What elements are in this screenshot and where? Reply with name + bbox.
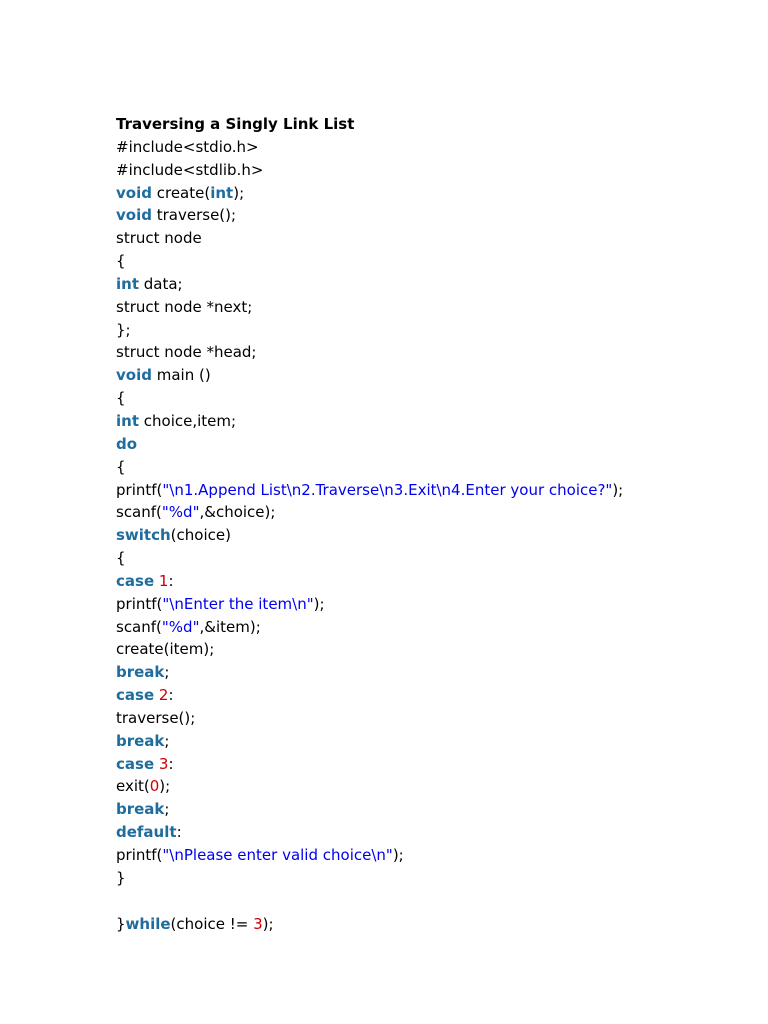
code-line — [116, 547, 728, 570]
code-text: : — [168, 686, 174, 705]
code-string: "%d" — [161, 617, 200, 636]
code-keyword: case — [116, 686, 155, 705]
code-line — [116, 616, 728, 639]
code-text: printf( — [116, 846, 163, 864]
code-text: } — [116, 868, 126, 887]
code-keyword: case — [116, 571, 155, 590]
code-line — [116, 273, 728, 296]
code-keyword: void — [116, 183, 152, 202]
code-text: ,&choice); — [199, 503, 276, 522]
code-text: ); — [262, 914, 274, 933]
code-keyword: do — [116, 434, 138, 453]
code-line — [116, 479, 728, 502]
code-line — [116, 136, 728, 159]
code-line — [116, 730, 728, 753]
code-keyword: switch — [116, 526, 171, 545]
code-line — [116, 341, 728, 364]
code-line — [116, 364, 728, 387]
code-text: scanf( — [116, 617, 162, 636]
code-text: struct node — [116, 229, 202, 248]
code-text: { — [116, 389, 126, 408]
code-line — [116, 844, 728, 867]
code-line — [116, 410, 728, 433]
code-text: ); — [612, 480, 624, 499]
code-line — [116, 913, 728, 936]
code-line — [116, 798, 728, 821]
code-keyword: void — [116, 206, 152, 225]
code-line — [116, 707, 728, 730]
code-line — [116, 182, 728, 205]
code-text: choice,item; — [139, 411, 237, 430]
code-text: : — [168, 754, 174, 773]
code-text: { — [116, 457, 126, 476]
code-text: printf( — [116, 594, 163, 613]
code-text: }; — [116, 320, 131, 339]
code-line — [116, 296, 728, 319]
code-text: main () — [151, 366, 211, 385]
document-title: Traversing a Singly Link List — [116, 115, 355, 133]
code-line — [116, 661, 728, 684]
code-line — [116, 638, 728, 661]
code-text: struct node *next; — [116, 297, 253, 316]
code-text: ; — [164, 731, 170, 750]
code-string: "\n1.Append List\n2.Traverse\n3.Exit\n4.Enter your choice?" — [162, 480, 613, 499]
code-line — [116, 753, 728, 776]
code-line — [116, 159, 728, 182]
code-keyword: break — [116, 731, 165, 750]
code-keyword: case — [116, 754, 155, 773]
code-text: : — [168, 571, 174, 590]
code-text: struct node *head; — [116, 343, 257, 362]
code-text: : — [176, 823, 182, 842]
code-line — [116, 684, 728, 707]
code-line — [116, 387, 728, 410]
code-text: #include<stdlib.h> — [116, 160, 264, 179]
code-text: (choice != — [170, 914, 254, 933]
code-number: 2 — [158, 686, 169, 705]
code-keyword: int — [116, 274, 139, 293]
code-text: ,&item); — [199, 617, 261, 636]
code-text: (choice) — [170, 526, 231, 545]
code-line — [116, 501, 728, 524]
code-line — [116, 570, 728, 593]
code-keyword: int — [210, 183, 234, 202]
code-text: data; — [139, 274, 183, 293]
code-text: { — [116, 549, 126, 568]
code-text: scanf( — [116, 503, 162, 522]
code-listing — [116, 136, 728, 936]
code-string: "%d" — [161, 503, 200, 522]
code-number: 0 — [149, 777, 160, 796]
code-line — [116, 319, 728, 342]
code-number: 3 — [158, 754, 169, 773]
code-keyword: void — [116, 366, 152, 385]
code-line — [116, 821, 728, 844]
code-text: printf( — [116, 480, 163, 499]
code-text: ); — [159, 777, 171, 796]
code-text: ); — [392, 846, 404, 864]
code-keyword: while — [125, 914, 171, 933]
code-line — [116, 456, 728, 479]
code-text: #include<stdio.h> — [116, 137, 259, 156]
code-text: ; — [164, 800, 170, 819]
code-text: ); — [313, 594, 325, 613]
code-text: ); — [233, 183, 245, 202]
code-line — [116, 433, 728, 456]
code-number: 1 — [158, 571, 169, 590]
code-text: create(item); — [116, 640, 215, 659]
code-line — [116, 593, 728, 616]
code-line — [116, 775, 728, 798]
code-string: "\nPlease enter valid choice\n" — [162, 846, 393, 864]
document-page — [116, 113, 728, 935]
blank-line — [116, 890, 728, 913]
code-line — [116, 250, 728, 273]
code-line — [116, 867, 728, 890]
code-line — [116, 524, 728, 547]
code-keyword: break — [116, 800, 165, 819]
code-text: traverse(); — [116, 708, 196, 727]
code-keyword: default — [116, 823, 177, 842]
code-keyword: break — [116, 663, 165, 682]
code-text: } — [116, 914, 126, 933]
code-number: 3 — [253, 914, 263, 933]
code-line — [116, 204, 728, 227]
code-text: exit( — [116, 777, 150, 796]
code-line — [116, 227, 728, 250]
code-text: { — [116, 252, 126, 271]
code-text: create( — [151, 183, 211, 202]
code-string: "\nEnter the item\n" — [162, 594, 314, 613]
code-text: ; — [164, 663, 170, 682]
code-text: traverse(); — [151, 206, 237, 225]
code-keyword: int — [116, 411, 139, 430]
